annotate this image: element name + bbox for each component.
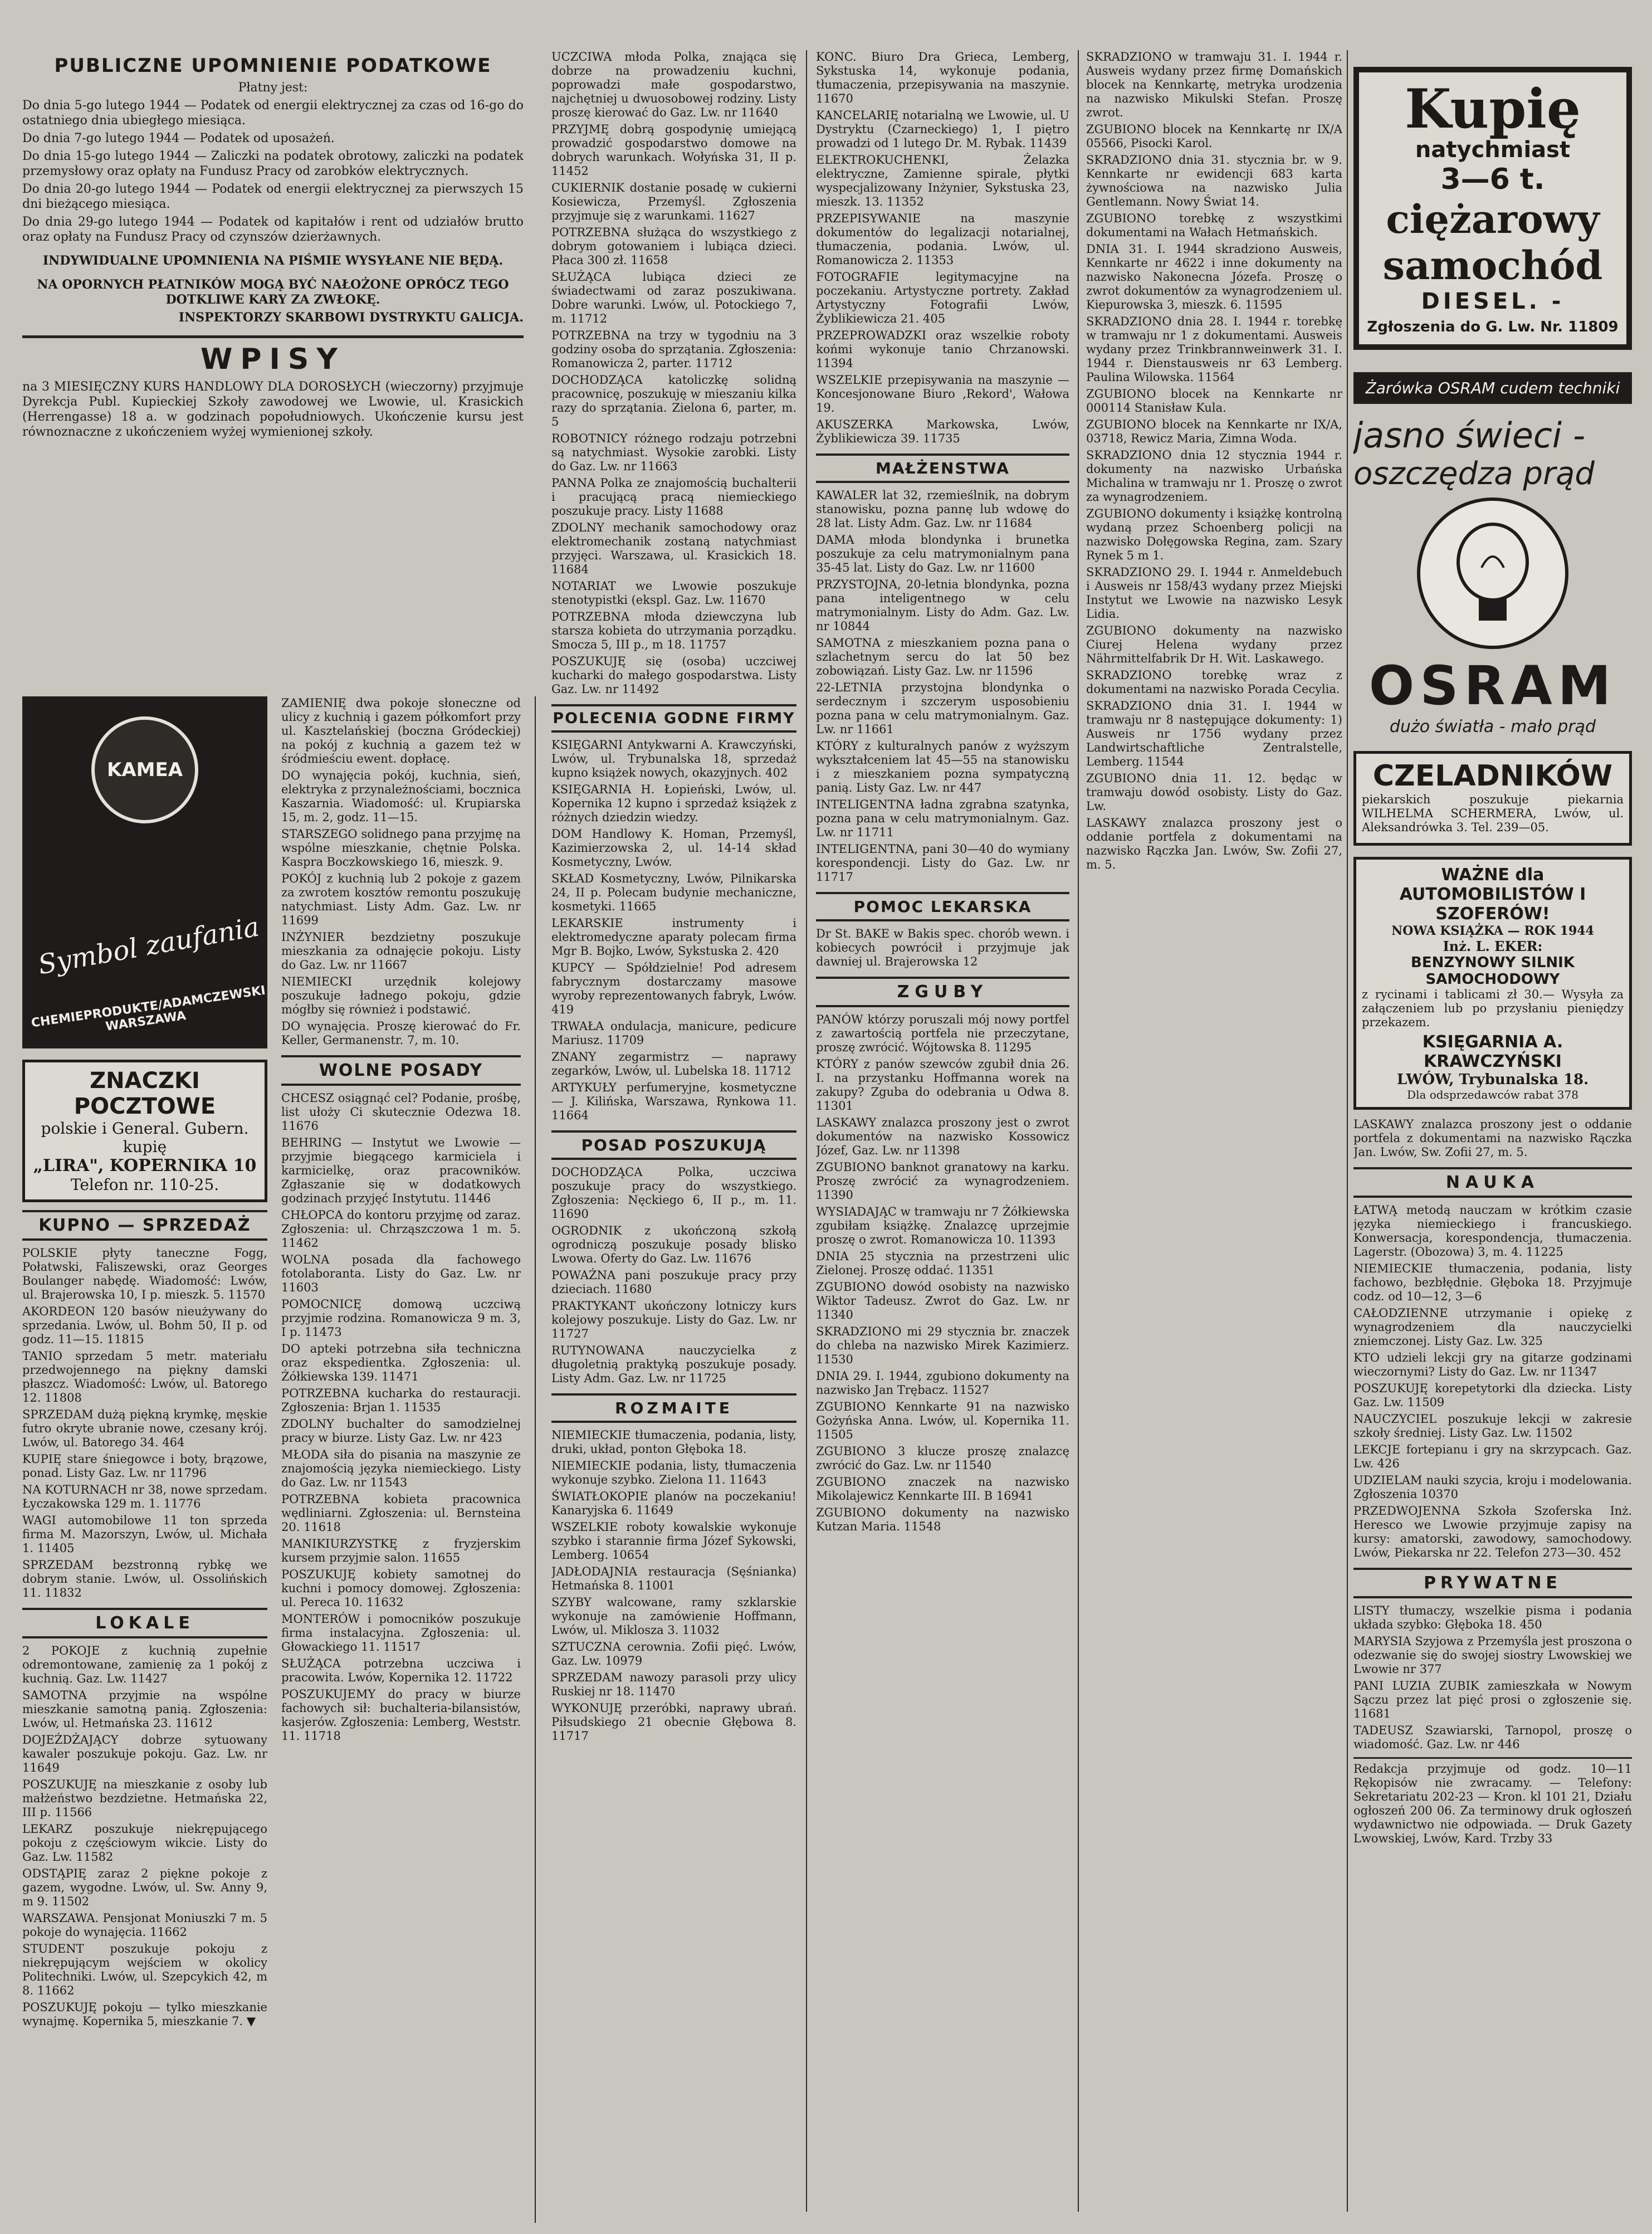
classified-item: ZGUBIONO Kennkarte 91 na nazwisko Gożyńska Anna. Lwów, ul. Kopernika 11. 11505: [816, 1400, 1069, 1441]
classified-item: SKRADZIONO dnia 31. I. 1944 w tramwaju nr 8 następujące dokumenty: 1) Ausweis nr 1756 wydany przez Landwirtschaftliche Zentralstelle, Lemberg. 11544: [1086, 699, 1342, 768]
classified-item: SŁUŻĄCA lubiąca dzieci ze świadectwami od zaraz poszukiwana. Dobre warunki. Lwów, ul. Potockiego 7, m. 11712: [551, 270, 796, 325]
kupie-line: 3—6 t.: [1440, 163, 1545, 196]
classified-item: KANCELARIĘ notarialną we Lwowie, ul. U Dystryktu (Czarneckiego) 1, I piętro prowadzi od 1 lutego Dr. M. Rybak. 11439: [816, 109, 1069, 150]
classified-item: ZAMIENIĘ dwa pokoje słoneczne od ulicy z kuchnią i gazem półkomfort przy ul. Kasztelańskiej (boczna Gródeckiej) na pokój z kuchnią a gazem też w śródmieściu ewent. dopłacę.: [281, 696, 521, 765]
classified-item: SZYBY walcowane, ramy szklarskie wykonuje na zamówienie Hoffmann, Lwów, ul. Miklosza 3. 11032: [551, 1596, 796, 1637]
classified-item: ARTYKUŁY perfumeryjne, kosmetyczne — J. Kilińska, Warszawa, Rynkowa 11. 11664: [551, 1081, 796, 1122]
kupie-title: Kupię: [1405, 77, 1581, 140]
classified-item: INŻYNIER bezdzietny poszukuje mieszkania za odnajęcie pokoju. Listy do Gaz. Lw. nr 11667: [281, 930, 521, 972]
wpisy-title: WPISY: [201, 343, 345, 376]
classified-item: SKRADZIONO dnia 12 stycznia 1944 r. dokumenty na nazwisko Urbańska Michalina w tramwaju nr 1. Proszę o zwrot za wynagrodzeniem.: [1086, 448, 1342, 504]
classified-item: MARYSIA Szyjowa z Przemyśla jest proszona o odezwanie się do swojej siostry Lwowskiej we Lwowie nr 377: [1353, 1635, 1632, 1676]
classified-item: OGRODNIK z ukończoną szkołą ogrodniczą poszukuje posady blisko Lwowa. Oferty do Gaz. Lw. 11676: [551, 1224, 796, 1265]
classified-item: Dr St. BAKE w Bakis spec. chorób wewn. i kobiecych powrócił i przyjmuje jak dawniej ul. Brajerowska 12: [816, 927, 1069, 968]
classified-item: TANIO sprzedam 5 metr. materiału przedwojennego na piękny damski płaszcz. Wiadomość: Lwów, ul. Batorego 12. 11808: [22, 1349, 267, 1404]
stamps-line: Telefon nr. 110-25.: [70, 1175, 219, 1194]
classified-item: CHŁOPCA do kontoru przyjmę od zaraz. Zgłoszenia: ul. Chrząszczowa 1 m. 5. 11462: [281, 1208, 521, 1250]
column-5: [1086, 50, 1342, 2217]
classified-item: POLSKIE płyty taneczne Fogg, Połatwski, Faliszewski, oraz Georges Boulanger nabędę. Wiadomość: Lwów, ul. Brajerowska 10, I p. mieszk. 5. 11570: [22, 1246, 267, 1301]
classified-item: PRZEDWOJENNA Szkoła Szoferska Inż. Heresco we Lwowie przyjmuje zapisy na kursy: amatorski, zawodowy, samochodowy. Lwów, Piekarska nr 22. Telefon 273—30. 452: [1353, 1504, 1632, 1559]
classified-item: DOM Handlowy K. Homan, Przemyśl, Kazimierzowska 2, ul. 14-14 skład Kosmetyczny, Lwów.: [551, 827, 796, 869]
classified-item: SKRADZIONO dnia 31. stycznia br. w 9. Kennkarte nr ewidencji 683 karta żywnościowa na nazwisko Julia Gentlemann. Nowy Świat 14.: [1086, 153, 1342, 208]
kupie-line: samochód: [1382, 242, 1603, 289]
section-rule: [22, 335, 524, 338]
kupie-line: DIESEL. -: [1421, 289, 1565, 314]
osram-slogan: jasno świeci -: [1353, 415, 1586, 456]
classified-item: CHCESZ osiągnąć cel? Podanie, prośbę, list ułoży Ci skutecznie Odezwa 18. 11676: [281, 1091, 521, 1133]
classified-item: ROBOTNICY różnego rodzaju potrzebni są natychmiast. Wysokie zarobki. Listy do Gaz. Lw. nr 11663: [551, 432, 796, 473]
book-name: BENZYNOWY SILNIK SAMOCHODOWY: [1411, 954, 1575, 988]
section-title-wolne: WOLNE POSADY: [319, 1061, 483, 1080]
classified-item: CAŁODZIENNE utrzymanie i opiekę z wynagrodzeniem dla nauczycielki zniemczonej. Listy Gaz. Lw. 325: [1353, 1306, 1632, 1348]
column-wolne: [281, 696, 521, 2223]
stamps-line: polskie i General. Gubern.: [41, 1119, 249, 1138]
classified-item: JADŁODAJNIA restauracja (Sęśnianka) Hetmańska 8. 11001: [551, 1565, 796, 1592]
classified-item: ZDOLNY mechanik samochodowy oraz elektromechanik zostaną natychmiast przyjęci. Warszawa, ul. Krasickich 18. 11684: [551, 521, 796, 576]
lightbulb-icon: [1417, 497, 1568, 649]
classified-item: RUTYNOWANA nauczycielka z długoletnią praktyką poszukuje posady. Listy Adm. Gaz. Lw. nr 11725: [551, 1344, 796, 1385]
tax-line: Do dnia 20-go lutego 1944 — Podatek od energii elektrycznej za pierwszych 15 dni bieżącego miesiąca.: [22, 182, 524, 211]
osram-top: Żarówka OSRAM cudem techniki: [1353, 372, 1632, 404]
section-title-malzenstwa: MAŁŻENSTWA: [876, 459, 1010, 477]
classified-item: AKUSZERKA Markowska, Lwów, Żyblikiewicza 39. 11735: [816, 418, 1069, 445]
section-title-nauka: NAUKA: [1445, 1173, 1540, 1192]
classified-item: DOJEŻDŻAJĄCY dobrze sytuowany kawaler poszukuje pokoju. Gaz. Lw. nr 11649: [22, 1733, 267, 1774]
classified-item: POWAŻNA pani poszukuje pracy przy dzieciach. 11680: [551, 1269, 796, 1296]
tax-line: Do dnia 5-go lutego 1944 — Podatek od energii elektrycznej za czas od 16-go do ostatniego dnia ubiegłego miesiąca.: [22, 99, 524, 128]
classified-item: LASKAWY znalazca proszony jest o oddanie portfela z dokumentami na nazwisko Rączka Jan. Lwów, Sw. Zofii 27, m. 5.: [1086, 816, 1342, 871]
footer-box: [1353, 1757, 1632, 1846]
tax-title: PUBLICZNE UPOMNIENIE PODATKOWE: [54, 55, 492, 77]
classified-item: ZDOLNY buchalter do samodzielnej pracy w biurze. Listy Gaz. Lw. nr 423: [281, 1417, 521, 1445]
classified-item: DNIA 31. I. 1944 skradziono Ausweis, Kennkarte nr 4622 i inne dokumenty na nazwisko Nakonecna Józefa. Proszę o zwrot dokumentów za wynagrodzeniem ul. Kiepurowska 3, mieszk. 6. 11595: [1086, 242, 1342, 311]
book-title: WAŻNE dla AUTOMOBILISTÓW I SZOFERÓW!: [1399, 865, 1586, 924]
classified-item: POSZUKUJĘ korepetytorki dla dziecka. Listy Gaz. Lw. 11509: [1353, 1382, 1632, 1409]
book-details: z rycinami i tablicami zł 30.— Wysyła za załączeniem lub po przysłaniu pieniędzy przekazem.: [1362, 988, 1624, 1029]
classified-item: KTO udzieli lekcji gry na gitarze godzinami wieczornymi? Listy do Gaz. Lw. nr 11347: [1353, 1351, 1632, 1378]
kamea-ad: [22, 696, 267, 1048]
book-footer: Dla odsprzedawców rabat 378: [1407, 1088, 1578, 1101]
classified-item: SAMOTNA przyjmie na wspólne mieszkanie samotną panią. Zgłoszenia: Lwów, ul. Hetmańska 23. 11612: [22, 1689, 267, 1730]
classified-item: KTÓRY z kulturalnych panów z wyższym wykształceniem lat 45—55 na stanowisku i z mieszkaniem pozna sympatyczną panią. Listy Gaz. Lw. nr 447: [816, 739, 1069, 794]
column-divider: [1347, 50, 1348, 2212]
classified-item: LASKAWY znalazca proszony jest o oddanie portfela z dokumentami na nazwisko Rączka Jan. Lwów, Sw. Zofii 27, m. 5.: [1353, 1118, 1632, 1159]
column-divider: [806, 50, 807, 2212]
classified-item: WYSIADAJĄC w tramwaju nr 7 Żółkiewska zgubiłam książkę. Znalazcę uprzejmie proszę o zwrot. Romanowicza 10. 11393: [816, 1205, 1069, 1246]
classified-item: KUPIĘ stare śniegowce i boty, brązowe, ponad. Listy Gaz. Lw. nr 11796: [22, 1452, 267, 1480]
classified-item: SKRADZIONO 29. I. 1944 r. Anmeldebuch i Ausweis nr 158/43 wydany przez Miejski Instytut we Lwowie na nazwisko Lesyk Lidia.: [1086, 565, 1342, 621]
classified-item: POMOCNICĘ domową uczciwą przyjmie rodzina. Romanowicza 9 m. 3, I p. 11473: [281, 1298, 521, 1339]
classified-item: ZGUBIONO dokumenty na nazwisko Kutzan Maria. 11548: [816, 1506, 1069, 1533]
classified-item: POTRZEBNA kobieta pracownica wędliniarni. Zgłoszenia: ul. Bernsteina 20. 11618: [281, 1492, 521, 1534]
section-title-prywatne: PRYWATNE: [1424, 1573, 1562, 1593]
kupie-ad: [1353, 67, 1632, 350]
stamps-line: „LIRA", KOPERNIKA 10: [33, 1156, 257, 1175]
classified-item: WARSZAWA. Pensjonat Moniuszki 7 m. 5 pokoje do wynajęcia. 11662: [22, 1911, 267, 1939]
classified-item: UCZCIWA młoda Polka, znająca się dobrze na prowadzeniu kuchni, poprowadzi małe gospodarstwo, najchętniej u dwuosobowej rodziny. Listy proszę kierować do Gaz. Lw. nr 11640: [551, 50, 796, 119]
classified-item: KAWALER lat 32, rzemieślnik, na dobrym stanowisku, pozna pannę lub wdowę do 28 lat. Listy Adm. Gaz. Lw. nr 11684: [816, 489, 1069, 530]
classified-item: MONTERÓW i pomocników poszukuje firma instalacyjna. Zgłoszenia: ul. Głowackiego 11. 11517: [281, 1612, 521, 1653]
classified-item: POSZUKUJĘ się (osoba) uczciwej kucharki do małego gospodarstwa. Listy Gaz. Lw. nr 11492: [551, 655, 796, 696]
classified-item: PRZEPISYWANIE na maszynie dokumentów do legalizacji notarialnej, tłumaczenia, podania. Lwów, ul. Romanowicza 2. 11353: [816, 212, 1069, 267]
column-4: [816, 50, 1069, 2217]
classified-item: SAMOTNA z mieszkaniem pozna pana o szlachetnym sercu do lat 50 bez zobowiązań. Listy Gaz. Lw. nr 11596: [816, 636, 1069, 677]
classified-item: ELEKTROKUCHENKI, Żelazka elektryczne, Zamienne spirale, płytki wyspecjalizowany Inżynier, Sykstuska 23, mieszk. 13. 11352: [816, 153, 1069, 208]
classified-item: KUPCY — Spółdzielnie! Pod adresem fabrycznym dostarczamy masowe wyroby reprezentowanych fabryk, Lwów. 419: [551, 961, 796, 1016]
kamea-brand: KAMEA: [106, 759, 183, 781]
book-author: Inż. L. EKER:: [1443, 938, 1543, 954]
classified-item: LEKARSKIE instrumenty i elektromedyczne aparaty polecam firma Mgr B. Bojko, Lwów, Sykstuska 2. 420: [551, 916, 796, 958]
classified-item: PANNA Polka ze znajomością buchalterii i pracującą pracą niemieckiego poszukuje pracy. Listy 11688: [551, 476, 796, 518]
czeladnik-ad: [1353, 751, 1632, 846]
classified-item: POTRZEBNA młoda dziewczyna lub starsza kobieta do utrzymania porządku. Smocza 5, III p., m 18. 11757: [551, 610, 796, 651]
stamps-ad: [22, 1060, 267, 1202]
section-title-polecenia: POLECENIA GODNE FIRMY: [553, 710, 795, 727]
kupie-line: ciężarowy: [1386, 196, 1600, 242]
stamps-line: kupię: [123, 1138, 167, 1156]
classified-item: ZGUBIONO blocek na Kennkarte nr IX/A, 03718, Rewicz Maria, Zimna Woda.: [1086, 418, 1342, 445]
classified-item: WOLNA posada dla fachowego fotolaboranta. Listy do Gaz. Lw. nr 11603: [281, 1253, 521, 1294]
classified-item: BEHRING — Instytut we Lwowie — przyjmie biegącego karmiciela i karmicielkę, oraz pracowników. Zgłaszanie się w dodatkowych godzinach przyjęć Instytutu. 11446: [281, 1136, 521, 1205]
column-left: [22, 696, 267, 2223]
book-shop: KSIĘGARNIA A. KRAWCZYŃSKI: [1422, 1032, 1563, 1071]
classified-item: INTELIGENTNA ładna zgrabna szatynka, pozna pana w celu matrymonialnym. Gaz. Lw. nr 11711: [816, 798, 1069, 839]
classified-item: UDZIELAM nauki szycia, kroju i modelowania. Zgłoszenia 10370: [1353, 1474, 1632, 1501]
classified-item: SPRZEDAM nawozy parasoli przy ulicy Ruskiej nr 18. 11470: [551, 1671, 796, 1698]
czeladnik-text: piekarskich poszukuje piekarnia WILHELMA SCHERMERA, Lwów, ul. Aleksandrówka 3. Tel. 239—05.: [1362, 793, 1624, 834]
classified-item: DO wynajęcia pokój, kuchnia, sień, elektryka z przynależnościami, bocznica Kaszarnia. Wiadomość: ul. Krupiarska 15, m. 2, godz. 11—15.: [281, 769, 521, 824]
classified-item: PRAKTYKANT ukończony lotniczy kurs kolejowy poszukuje. Listy do Gaz. Lw. nr 11727: [551, 1299, 796, 1340]
classified-item: DAMA młoda blondynka i brunetka poszukuje za celu matrymonialnym pana 35-45 lat. Listy do Gaz. Lw. nr 11600: [816, 533, 1069, 574]
classified-item: SKRADZIONO mi 29 stycznia br. znaczek do chleba na nazwisko Mirek Kazimierz. 11530: [816, 1325, 1069, 1366]
tax-closing: NA OPORNYCH PŁATNIKÓW MOGĄ BYĆ NAŁOŻONE OPRÓCZ TEGO DOTKLIWE KARY ZA ZWŁOKĘ.: [37, 277, 509, 307]
classified-item: ZGUBIONO 3 klucze proszę znalazcę zwrócić do Gaz. Lw. nr 11540: [816, 1445, 1069, 1472]
classified-item: WAGI automobilowe 11 ton sprzeda firma M. Mazorszyn, Lwów, ul. Michała 1. 11405: [22, 1514, 267, 1555]
classified-item: PANI LUZIA ZUBIK zamieszkała w Nowym Sączu przez lat pięć prosi o zgłoszenie się. 11681: [1353, 1679, 1632, 1720]
tax-line: Do dnia 15-go lutego 1944 — Zaliczki na podatek obrotowy, zaliczki na podatek przemysłowy oraz opłaty na Fundusz Pracy od zarobków elektrycznych.: [22, 149, 524, 178]
classified-item: POTRZEBNA kucharka do restauracji. Zgłoszenia: Brjan 1. 11535: [281, 1387, 521, 1414]
classified-item: NAUCZYCIEL poszukuje lekcji w zakresie szkoły średniej. Listy Gaz. Lw. 11502: [1353, 1412, 1632, 1440]
classified-item: FOTOGRAFIE legitymacyjne na poczekaniu. Artystyczne portrety. Zakład Artystyczny Fotografii Lwów, Żyblikiewicza 21. 405: [816, 270, 1069, 325]
classified-item: POTRZEBNA na trzy w tygodniu na 3 godziny osoba do sprzątania. Zgłoszenia: Romanowicza 2, parter. 11712: [551, 329, 796, 370]
classified-item: ZNANY zegarmistrz — naprawy zegarków, Lwów, ul. Lubelska 18. 11712: [551, 1050, 796, 1077]
classified-item: CUKIERNIK dostanie posadę w cukierni Kosiewicza, Przemyśl. Zgłoszenia przyjmuje się z warunkami. 11627: [551, 181, 796, 222]
classified-item: ZGUBIONO dokumenty i książkę kontrolną wydaną przez Schoenberg policji na nazwisko Dołęgowska Regina, zam. Szary Rynek 5 m 1.: [1086, 507, 1342, 562]
osram-ad: [1353, 372, 1632, 736]
classified-item: ZGUBIONO banknot granatowy na karku. Proszę zwrócić za wynagrodzeniem. 11390: [816, 1160, 1069, 1202]
book-ad: [1353, 857, 1632, 1110]
wpisy-text: na 3 MIESIĘCZNY KURS HANDLOWY DLA DOROSŁYCH (wieczorny) przyjmuje Dyrekcja Publ. Kupieckiej Szkoły zawodowej we Lwowie, ul. Krasickich (Herrengasse) 18 a. w godzinach popołudniowych. Ukończenie kursu jest równoznaczne z ukończeniem wyżej wymienionej szkoły.: [22, 380, 524, 439]
tax-line: Do dnia 29-go lutego 1944 — Podatek od kapitałów i rent od udziałów brutto oraz opłaty na Fundusz Pracy od czynszów dzierżawnych.: [22, 215, 524, 244]
classified-item: ZGUBIONO blocek na Kennkarte nr 000114 Stanisław Kula.: [1086, 387, 1342, 414]
kupie-line: natychmiast: [1415, 137, 1571, 163]
classified-item: WYKONUJĘ przeróbki, naprawy ubrań. Piłsudskiego 21 obecnie Głębowa 8. 11717: [551, 1701, 796, 1743]
classified-item: PRZEPROWADZKI oraz wszelkie roboty końmi wykonuje tanio Chrzanowski. 11394: [816, 329, 1069, 370]
classified-item: NIEMIECKIE tłumaczenia, podania, listy fachowo, bezbłędnie. Głęboka 18. Przyjmuje codz. od 10—12, 3—6: [1353, 1262, 1632, 1303]
classified-item: LASKAWY znalazca proszony jest o zwrot dokumentów na nazwisko Kossowicz Józef, Gaz. Lw. nr 11398: [816, 1116, 1069, 1157]
osram-brand: OSRAM: [1368, 655, 1617, 717]
classified-item: POTRZEBNA służąca do wszystkiego z dobrym gotowaniem i lubiąca dzieci. Płaca 300 zł. 11658: [551, 226, 796, 267]
classified-item: LEKARZ poszukuje niekrępującego pokoju z częściowym wikcie. Listy do Gaz. Lw. 11582: [22, 1822, 267, 1864]
classified-item: SPRZEDAM bezstronną rybkę we dobrym stanie. Lwów, ul. Ossolińskich 11. 11832: [22, 1558, 267, 1599]
book-address: LWÓW, Trybunalska 18.: [1396, 1071, 1589, 1088]
classified-item: NIEMIECKIE podania, listy, tłumaczenia wykonuje szybko. Zielona 11. 11643: [551, 1459, 796, 1486]
classified-item: AKORDEON 120 basów nieużywany do sprzedania. Lwów, ul. Bohm 50, II p. od godz. 11—15. 11815: [22, 1305, 267, 1346]
classified-item: TRWAŁA ondulacja, manicure, pedicure Mariusz. 11709: [551, 1020, 796, 1047]
classified-item: INTELIGENTNA, pani 30—40 do wymiany korespondencji. Listy do Gaz. Lw. nr 11717: [816, 842, 1069, 884]
classified-item: KSIĘGARNIA H. Łopieński, Lwów, ul. Kopernika 12 kupno i sprzedaż książek z różnych dziedzin wiedzy.: [551, 783, 796, 824]
classified-item: KSIĘGARNI Antykwarni A. Krawczyński, Lwów, ul. Trybunalska 18, sprzedaż kupno książek nowych, okazyjnych. 402: [551, 738, 796, 779]
classified-item: ZGUBIONO dokumenty na nazwisko Ciurej Helena wydany przez Nährmittelfabrik Dr H. Wit. Laskawego.: [1086, 624, 1342, 665]
column-3: [551, 50, 796, 2217]
classified-item: POSZUKUJĘ kobiety samotnej do kuchni i pomocy domowej. Zgłoszenia: ul. Pereca 10. 11632: [281, 1568, 521, 1609]
footer-note: Redakcja przyjmuje od godz. 10—11 Rękopisów nie zwracamy. — Telefony: Sekretariatu 202-23 — Kron. kl 101 21, Działu ogłoszeń 200 06. Za terminowy druk ogłoszeń wydawnictwo nie odpowiada. — Druk Gazety Lwowskiej, Lwów, Kard. Trzby 33: [1353, 1762, 1632, 1845]
stamps-title: ZNACZKI POCZTOWE: [74, 1068, 216, 1119]
kamea-slogan: Symbol zaufania: [36, 911, 262, 981]
classified-item: DO apteki potrzebna siła techniczna oraz ekspedientka. Zgłoszenia: ul. Żółkiewska 139. 11471: [281, 1342, 521, 1383]
classified-item: SZTUCZNA cerownia. Zofii pięć. Lwów, Gaz. Lw. 10979: [551, 1640, 796, 1667]
kamea-footer: CHEMIEPRODUKTE/ADAMCZEWSKI WARSZAWA: [30, 983, 267, 1034]
classified-item: DOCHODZĄCA Polka, uczciwa poszukuje pracy do wszystkiego. Zgłoszenia: Nęckiego 6, II p., m. 11. 11690: [551, 1165, 796, 1221]
classified-item: WSZELKIE przepisywania na maszynie — Koncesjonowane Biuro ‚Rekord', Wałowa 19.: [816, 373, 1069, 414]
classified-item: MŁODA siła do pisania na maszynie ze znajomością języka niemieckiego. Listy do Gaz. Lw. nr 11543: [281, 1448, 521, 1489]
classified-item: SKRADZIONO dnia 28. I. 1944 r. torebkę w tramwaju nr 1 z dokumentami. Ausweis wydany przez Trinkbrannweinwerk 31. I. 1944 r. Dienstausweis nr 63 Lemberg. Paulina Wilowska. 11564: [1086, 315, 1342, 384]
classified-item: DNIA 25 stycznia na przestrzeni ulic Zielonej. Proszę oddać. 11351: [816, 1250, 1069, 1277]
classified-item: WSZELKIE roboty kowalskie wykonuje szybko i starannie firma Józef Sykowski, Lemberg. 10654: [551, 1520, 796, 1562]
classified-item: PRZYSTOJNA, 20-letnia blondynka, pozna pana inteligentnego w celu matrymonialnym. Listy do Adm. Gaz. Lw. nr 10844: [816, 578, 1069, 633]
classified-item: SKRADZIONO w tramwaju 31. I. 1944 r. Ausweis wydany przez firmę Domańskich blocek na Kennkartę, metryka urodzenia na nazwisko Mikulski Stefan. Proszę zwrot.: [1086, 50, 1342, 119]
classified-item: ŚWIATŁOKOPIE planów na poczekaniu! Kanaryjska 6. 11649: [551, 1490, 796, 1517]
classified-item: ŁATWĄ metodą nauczam w krótkim czasie języka niemieckiego i francuskiego. Konwersacja, korespondencja, tłumaczenia. Lagerstr. (Obozowa) 3, m. 4. 11225: [1353, 1203, 1632, 1259]
tax-subtitle: INDYWIDUALNE UPOMNIENIA NA PIŚMIE WYSYŁANE NIE BĘDĄ.: [42, 253, 504, 268]
classified-item: 22-LETNIA przystojna blondynka o serdecznym i szczerym usposobieniu pozna pana w celu matrymonialnym. Gaz. Lw. nr 11661: [816, 681, 1069, 736]
tax-line: Do dnia 7-go lutego 1944 — Podatek od uposażeń.: [22, 131, 335, 145]
osram-tagline: dużo światła - mało prąd: [1389, 717, 1596, 736]
classified-item: SPRZEDAM dużą piękną krymkę, męskie futro okryte ubranie nowe, czesany krój. Lwów, ul. Batorego 34. 464: [22, 1408, 267, 1449]
osram-slogan: oszczędza prąd: [1353, 456, 1595, 492]
section-title-lokale: LOKALE: [95, 1613, 194, 1633]
classified-item: PANÓW którzy poruszali mój nowy portfel z zawartością portfela nie przeczytane, proszę zwrócić. Wójtowska 8. 11295: [816, 1013, 1069, 1054]
column-tax: [22, 50, 524, 691]
classified-item: PRZYJMĘ dobrą gospodynię umiejącą prowadzić gospodarstwo domowe na dobrych warunkach. Wołyńska 31, II p. 11452: [551, 123, 796, 178]
classified-item: ODSTĄPIĘ zaraz 2 piękne pokoje z gazem, wygodne. Lwów, ul. Sw. Anny 9, m 9. 11502: [22, 1867, 267, 1908]
classified-item: 2 POKOJE z kuchnią zupełnie odremontowane, zamienię za 1 pokój z kuchnią. Gaz. Lw. 11427: [22, 1644, 267, 1685]
classified-item: DO wynajęcia. Proszę kierować do Fr. Keller, Germanenstr. 7, m. 10.: [281, 1020, 521, 1047]
classified-item: TADEUSZ Szawiarski, Tarnopol, proszę o wiadomość. Gaz. Lw. nr 446: [1353, 1724, 1632, 1751]
classified-item: NIEMIECKI urzędnik kolejowy poszukuje ładnego pokoju, gdzie mógłby się również i podstawić.: [281, 975, 521, 1016]
kamea-logo-icon: [91, 716, 198, 823]
section-title-pomoc: POMOC LEKARSKA: [853, 897, 1032, 916]
classified-item: ZGUBIONO torebkę z wszystkimi dokumentami na Wałach Hetmańskich.: [1086, 212, 1342, 239]
classified-item: STARSZEGO solidnego pana przyjmę na wspólne mieszkanie, chętnie Polska. Kaspra Boczkowskiego 16, mieszk. 9.: [281, 827, 521, 869]
classified-item: SKŁAD Kosmetyczny, Lwów, Pilnikarska 24, II p. Polecam budynie mechaniczne, kosmetyki. 11665: [551, 872, 796, 913]
section-title-posad: POSAD POSZUKUJĄ: [581, 1136, 767, 1154]
book-subtitle: NOWA KSIĄŻKA — ROK 1944: [1391, 924, 1594, 938]
classified-item: NA KOTURNACH nr 38, nowe sprzedam. Łyczakowska 129 m. 1. 11776: [22, 1483, 267, 1510]
classified-item: LEKCJE fortepianu i gry na skrzypcach. Gaz. Lw. 426: [1353, 1443, 1632, 1470]
classified-item: ZGUBIONO znaczek na nazwisko Mikolajewicz Kennkarte III. B 16941: [816, 1475, 1069, 1503]
czeladnik-title: CZELADNIKÓW: [1372, 759, 1613, 793]
classified-item: ZGUBIONO blocek na Kennkartę nr IX/A 05566, Pisocki Karol.: [1086, 123, 1342, 150]
bulb-svg-icon: [1448, 518, 1537, 629]
classified-item: ZGUBIONO dowód osobisty na nazwisko Wiktor Tadeusz. Zwrot do Gaz. Lw. nr 11340: [816, 1280, 1069, 1321]
classified-item: POSZUKUJEMY do pracy w biurze fachowych sił: buchalteria-bilansistów, kasjerów. Zgłoszenia: Lemberg, Weststr. 11. 11718: [281, 1687, 521, 1743]
classified-item: KONC. Biuro Dra Grieca, Lemberg, Sykstuska 14, wykonuje podania, tłumaczenia, przepisywania na maszynie. 11670: [816, 50, 1069, 105]
column-6: [1353, 67, 1632, 2234]
classified-item: POKÓJ z kuchnią lub 2 pokoje z gazem za zwrotem kosztów remontu poszukuję natychmiast. Listy Adm. Gaz. Lw. nr 11699: [281, 872, 521, 927]
classified-item: NOTARIAT we Lwowie poszukuje stenotypistki (ekspl. Gaz. Lw. 11670: [551, 579, 796, 607]
classified-item: ZGUBIONO dnia 11. 12. będąc w tramwaju dowód osobisty. Listy do Gaz. Lw.: [1086, 772, 1342, 813]
tax-intro: Płatny jest:: [238, 81, 308, 95]
classified-item: LISTY tłumaczy, wszelkie pisma i podania układa szybko: Głęboka 18. 450: [1353, 1604, 1632, 1631]
classified-item: KTÓRY z panów szewców zgubił dnia 26. I. na przystanku Hoffmanna worek na zakupy? Zguba do odebrania u Odwa 8. 11301: [816, 1057, 1069, 1113]
classified-item: POSZUKUJĘ pokoju — tylko mieszkanie wynajmę. Kopernika 5, mieszkanie 7. ▼: [22, 2001, 267, 2028]
classified-item: POSZUKUJĘ na mieszkanie z osoby lub małżeństwo bezdzietne. Hetmańska 22, III p. 11566: [22, 1778, 267, 1819]
section-title-kupno: KUPNO — SPRZEDAŻ: [38, 1216, 251, 1235]
classified-item: MANIKIURZYSTKĘ z fryzjerskim kursem przyjmie salon. 11655: [281, 1537, 521, 1564]
classified-item: DNIA 29. I. 1944, zgubiono dokumenty na nazwisko Jan Trębacz. 11527: [816, 1369, 1069, 1397]
classified-item: SKRADZIONO torebkę wraz z dokumentami na nazwisko Porada Cecylia.: [1086, 669, 1342, 696]
section-title-zguby: ZGUBY: [897, 982, 989, 1002]
column-divider: [535, 696, 536, 2223]
section-title-rozmaite: ROZMAITE: [615, 1399, 733, 1417]
classified-item: STUDENT poszukuje pokoju z niekrępującym wejściem w okolicy Politechniki. Lwów, ul. Szepcykich 42, m 8. 11662: [22, 1942, 267, 1997]
classified-item: NIEMIECKIE tłumaczenia, podania, listy, druki, układ, ponton Głęboka 18.: [551, 1428, 796, 1456]
tax-signature: INSPEKTORZY SKARBOWI DYSTRYKTU GALICJA.: [178, 310, 524, 325]
classified-item: SŁUŻĄCA potrzebna uczciwa i pracowita. Lwów, Kopernika 12. 11722: [281, 1657, 521, 1684]
column-divider: [1078, 50, 1079, 2212]
kupie-line: Zgłoszenia do G. Lw. Nr. 11809: [1367, 319, 1619, 335]
classified-item: DOCHODZĄCA katoliczkę solidną pracownicę, poszukuję w mieszaniu kilka razy do sprzątania. Zielona 6, parter, m. 5: [551, 373, 796, 428]
